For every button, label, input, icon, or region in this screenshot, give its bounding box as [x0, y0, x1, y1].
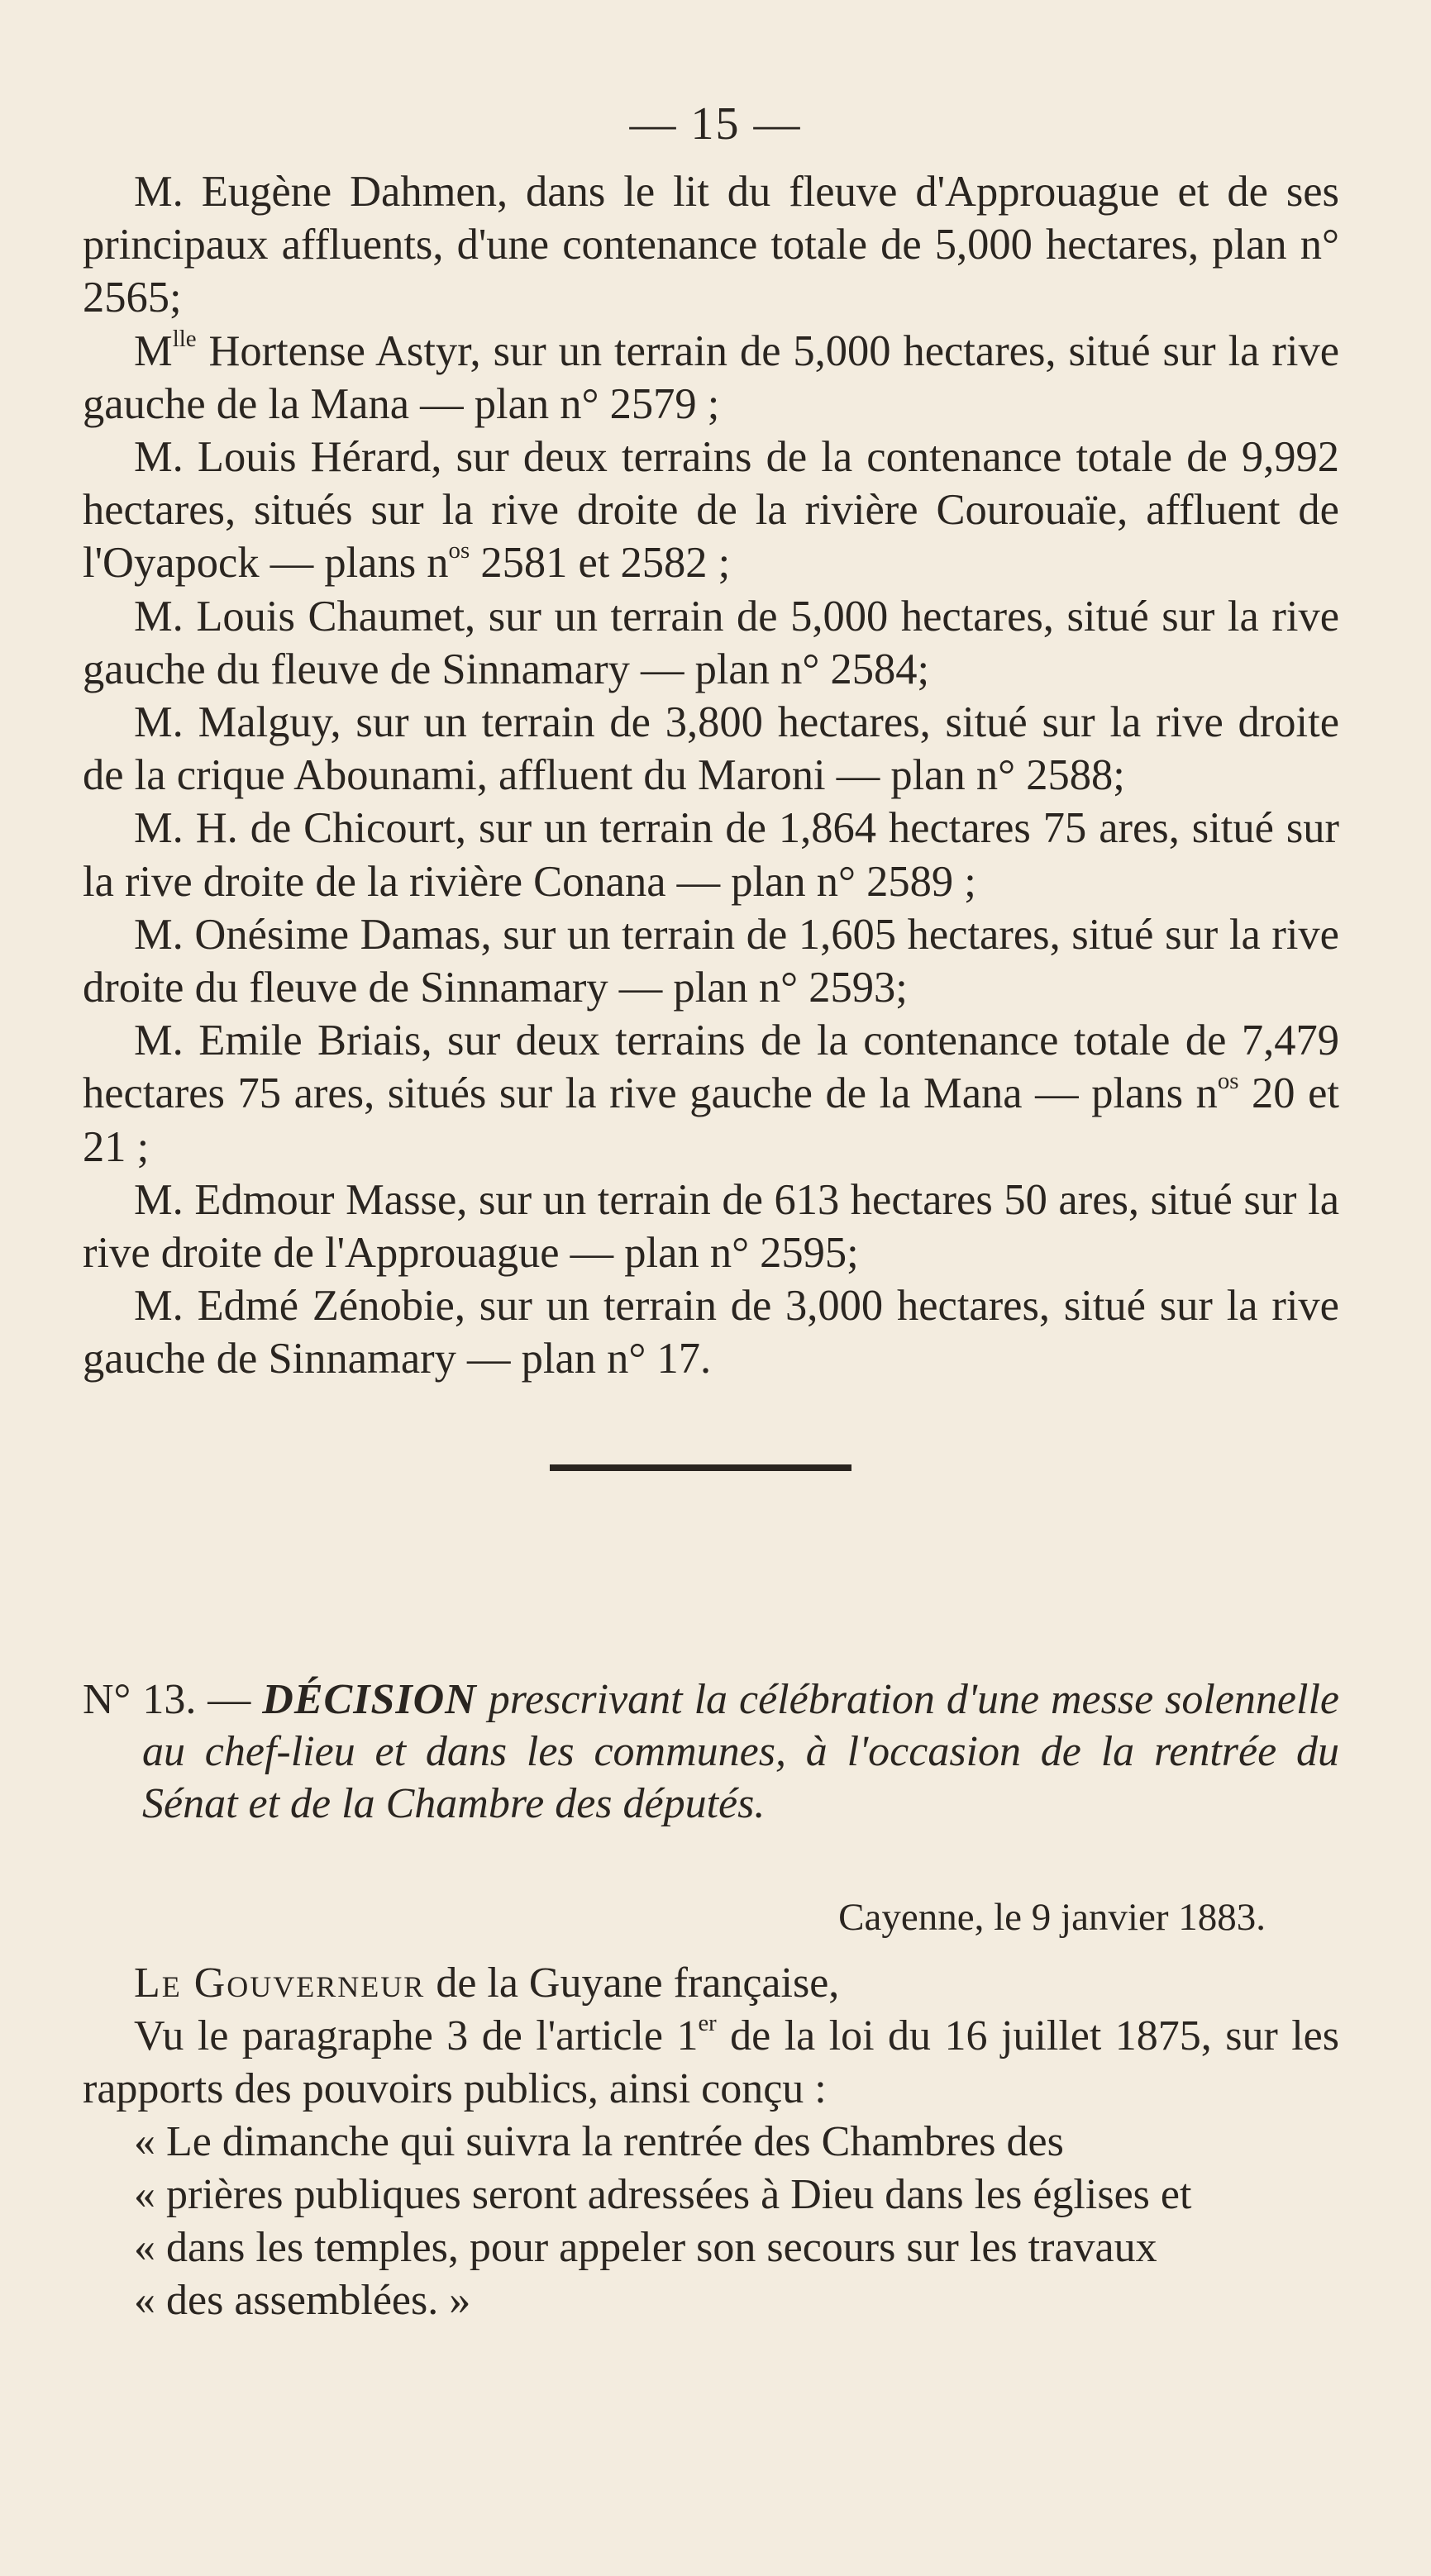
- list-item: M. Malguy, sur un terrain de 3,800 hectares, situé sur la rive droite de la crique Abounami, affluent du Maroni — plan n° 2588;: [83, 698, 1339, 800]
- decision-body: [83, 1957, 1339, 2327]
- page-number: — 15 —: [629, 98, 802, 150]
- decision-heading: [83, 1674, 1339, 1830]
- list-item: $M^{lle}$ Hortense Astyr, sur un terrain de 5,000 hectares, situé sur la rive gauche de la Mana — plan n° 2579 ;: [83, 325, 1339, 428]
- decision-description: prescrivant la célébration d'une messe solennelle au chef-lieu et dans les communes, à l'occasion de la rentrée du Sénat et de la Chambre des députés.: [142, 1676, 1339, 1827]
- list-item: M. Onésime Damas, sur un terrain de 1,605 hectares, situé sur la rive droite du fleuve de Sinnamary — plan n° 2593;: [83, 910, 1339, 1012]
- decision-title: DÉCISION: [262, 1676, 477, 1723]
- governor-line: Le Gouverneur de la Guyane française,: [134, 1959, 840, 2007]
- quote-line: « Le dimanche qui suivra la rentrée des Chambres des: [134, 2118, 1064, 2165]
- section-divider: [550, 1464, 851, 1471]
- decision-number: N° 13. —: [83, 1676, 263, 1723]
- list-item: M. H. de Chicourt, sur un terrain de 1,864 hectares 75 ares, situé sur la rive droite de la rivière Conana — plan n° 2589 ;: [83, 804, 1339, 906]
- list-item: M. Emile Briais, sur deux terrains de la contenance totale de 7,479 hectares 75 ares, situés sur la rive gauche de la Mana — plans $n^{os}$ 20 et 21 ;: [83, 1017, 1340, 1171]
- list-item: M. Louis Chaumet, sur un terrain de 5,000 hectares, situé sur la rive gauche du fleuve de Sinnamary — plan n° 2584;: [83, 592, 1339, 693]
- quote-line: « prières publiques seront adressées à Dieu dans les églises et: [134, 2171, 1192, 2218]
- dateline: Cayenne, le 9 janvier 1883.: [838, 1896, 1266, 1939]
- list-item: M. Louis Hérard, sur deux terrains de la contenance totale de 9,992 hectares, situés sur la rive droite de la rivière Courouaïe, affluent de l'Oyapock — plans $n^{os}$ 2581 et 2582 ;: [83, 433, 1339, 588]
- list-item: M. Eugène Dahmen, dans le lit du fleuve d'Approuague et de ses principaux affluents, d'une contenance totale de 5,000 hectares, plan n° 2565;: [83, 168, 1339, 322]
- concession-list: [83, 165, 1339, 1386]
- considering-paragraph: Vu le paragraphe 3 de l'article 1er de la loi du 16 juillet 1875, sur les rapports des pouvoirs publics, ainsi conçu :: [83, 2011, 1339, 2112]
- entry-text: M. Eugène Dahmen: [134, 168, 497, 216]
- governor-title: Le Gouverneur: [134, 1959, 426, 2007]
- quote-line: « dans les temples, pour appeler son secours sur les travaux: [134, 2224, 1157, 2271]
- quote-line: « des assemblées. »: [134, 2277, 471, 2324]
- list-item: M. Edmé Zénobie, sur un terrain de 3,000 hectares, situé sur la rive gauche de Sinnamary — plan n° 17.: [83, 1282, 1339, 1383]
- list-item: M. Edmour Masse, sur un terrain de 613 hectares 50 ares, situé sur la rive droite de l'Approuague — plan n° 2595;: [83, 1175, 1339, 1278]
